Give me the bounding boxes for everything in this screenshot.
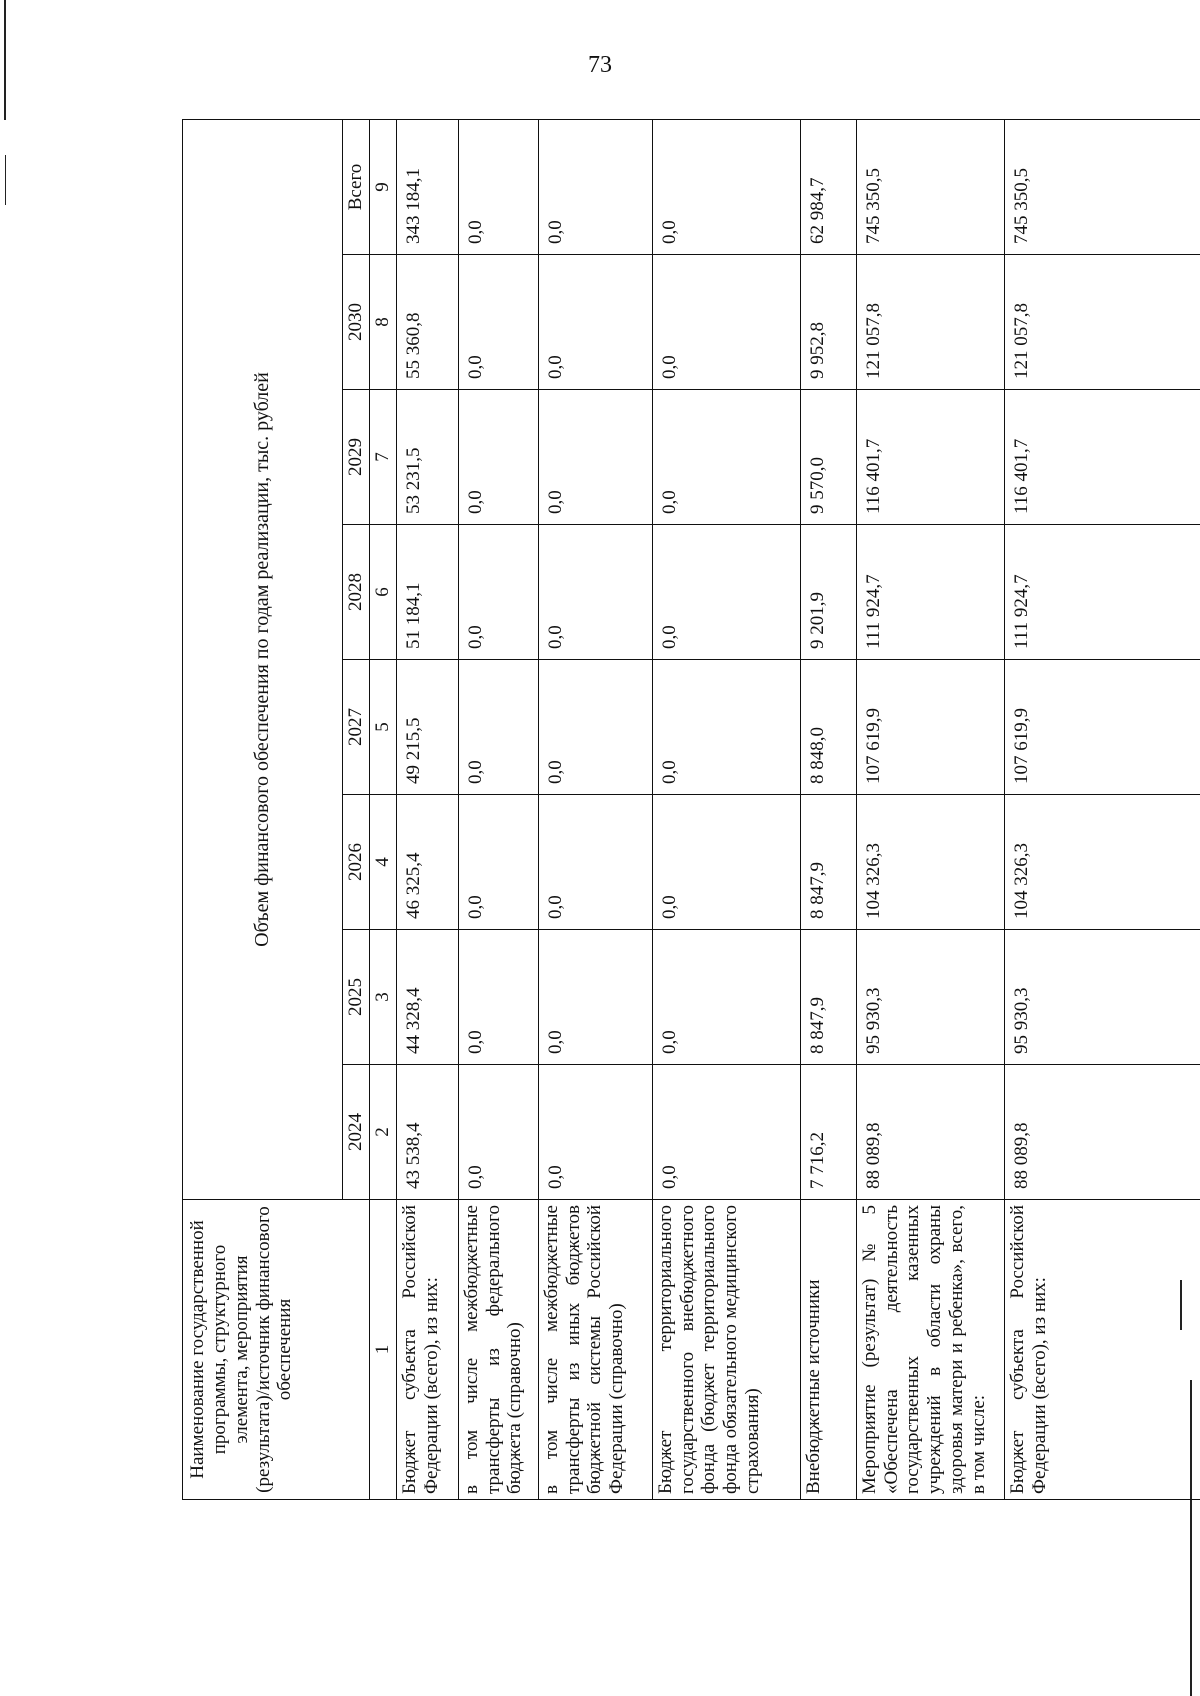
value-cell: 44 328,4 <box>396 930 458 1065</box>
row-label-cell: в том числе межбюджетные трансферты из федерального бюджета (справочно) <box>458 1200 538 1500</box>
value-cell: 121 057,8 <box>856 255 1004 390</box>
table-row <box>458 119 538 1499</box>
value-cell: 0,0 <box>538 525 652 660</box>
column-number-cell: 9 <box>369 119 396 254</box>
value-cell: 0,0 <box>538 255 652 390</box>
column-number-cell: 5 <box>369 660 396 795</box>
value-cell: 43 538,4 <box>396 1065 458 1200</box>
column-number-cell: 7 <box>369 390 396 525</box>
value-cell: 0,0 <box>538 119 652 254</box>
row-label-cell: Бюджет субъекта Российской Федерации (всего), из них: <box>396 1200 458 1500</box>
header-name-cell: Наименование государственной программы, структурного элемента, мероприятия (результата)/источник финансового обеспечения <box>183 1200 370 1500</box>
column-number-cell: 4 <box>369 795 396 930</box>
header-volume-cell: Объем финансового обеспечения по годам реализации, тыс. рублей <box>183 119 343 1199</box>
value-cell: 116 401,7 <box>856 390 1004 525</box>
column-number-cell: 3 <box>369 930 396 1065</box>
header-year-cell: 2030 <box>343 255 370 390</box>
value-cell: 0,0 <box>652 119 800 254</box>
value-cell: 7 716,2 <box>800 1065 856 1200</box>
value-cell: 116 401,7 <box>1004 390 1200 525</box>
value-cell: 0,0 <box>538 390 652 525</box>
value-cell: 104 326,3 <box>1004 795 1200 930</box>
value-cell: 0,0 <box>652 390 800 525</box>
row-label-cell: Бюджет субъекта Российской Федерации (всего), из них: <box>1004 1200 1200 1500</box>
value-cell: 0,0 <box>538 1065 652 1200</box>
value-cell: 107 619,9 <box>1004 660 1200 795</box>
value-cell: 745 350,5 <box>1004 119 1200 254</box>
value-cell: 95 930,3 <box>856 930 1004 1065</box>
header-year-cell: 2027 <box>343 660 370 795</box>
row-label-cell: в том числе межбюджетные трансферты из иных бюджетов бюджетной системы Российской Федерации (справочно) <box>538 1200 652 1500</box>
value-cell: 0,0 <box>652 795 800 930</box>
value-cell: 0,0 <box>458 660 538 795</box>
value-cell: 0,0 <box>458 525 538 660</box>
header-year-cell: 2026 <box>343 795 370 930</box>
value-cell: 0,0 <box>458 255 538 390</box>
value-cell: 0,0 <box>652 1065 800 1200</box>
column-number-cell: 8 <box>369 255 396 390</box>
value-cell: 62 984,7 <box>800 119 856 254</box>
column-number-cell: 2 <box>369 1065 396 1200</box>
value-cell: 0,0 <box>652 930 800 1065</box>
value-cell: 53 231,5 <box>396 390 458 525</box>
value-cell: 0,0 <box>538 930 652 1065</box>
value-cell: 55 360,8 <box>396 255 458 390</box>
value-cell: 51 184,1 <box>396 525 458 660</box>
value-cell: 0,0 <box>538 660 652 795</box>
row-label-cell: Мероприятие (результат) № 5 «Обеспечена деятельность государственных казенных учреждений в области охраны здоровья матери и ребенка», всего, в том числе: <box>856 1200 1004 1500</box>
value-cell: 121 057,8 <box>1004 255 1200 390</box>
value-cell: 9 570,0 <box>800 390 856 525</box>
value-cell: 8 847,9 <box>800 930 856 1065</box>
value-cell: 9 952,8 <box>800 255 856 390</box>
value-cell: 0,0 <box>458 390 538 525</box>
page-number: 73 <box>588 52 612 78</box>
table-row <box>396 119 458 1499</box>
rotated-table-container <box>182 120 1200 1500</box>
scan-edge-line <box>4 0 6 120</box>
table-row <box>652 119 800 1499</box>
value-cell: 46 325,4 <box>396 795 458 930</box>
value-cell: 0,0 <box>652 255 800 390</box>
value-cell: 0,0 <box>652 660 800 795</box>
value-cell: 0,0 <box>458 1065 538 1200</box>
value-cell: 0,0 <box>458 795 538 930</box>
header-year-cell: 2025 <box>343 930 370 1065</box>
value-cell: 8 847,9 <box>800 795 856 930</box>
value-cell: 107 619,9 <box>856 660 1004 795</box>
value-cell: 745 350,5 <box>856 119 1004 254</box>
header-year-cell: 2028 <box>343 525 370 660</box>
row-label-cell: Бюджет территориального государственного внебюджетного фонда (бюджет территориального фонда обязательного медицинского страхования) <box>652 1200 800 1500</box>
header-total-cell: Всего <box>343 119 370 254</box>
value-cell: 0,0 <box>652 525 800 660</box>
value-cell: 343 184,1 <box>396 119 458 254</box>
financing-table <box>182 119 1200 1500</box>
table-row <box>538 119 652 1499</box>
value-cell: 111 924,7 <box>856 525 1004 660</box>
value-cell: 0,0 <box>458 930 538 1065</box>
value-cell: 95 930,3 <box>1004 930 1200 1065</box>
scan-edge-mark <box>5 155 6 205</box>
value-cell: 88 089,8 <box>1004 1065 1200 1200</box>
value-cell: 9 201,9 <box>800 525 856 660</box>
value-cell: 8 848,0 <box>800 660 856 795</box>
header-year-cell: 2024 <box>343 1065 370 1200</box>
table-row <box>800 119 856 1499</box>
value-cell: 0,0 <box>458 119 538 254</box>
row-label-cell: Внебюджетные источники <box>800 1200 856 1500</box>
value-cell: 111 924,7 <box>1004 525 1200 660</box>
header-year-cell: 2029 <box>343 390 370 525</box>
value-cell: 49 215,5 <box>396 660 458 795</box>
table-row <box>856 119 1004 1499</box>
value-cell: 104 326,3 <box>856 795 1004 930</box>
value-cell: 0,0 <box>538 795 652 930</box>
column-number-cell: 6 <box>369 525 396 660</box>
value-cell: 88 089,8 <box>856 1065 1004 1200</box>
column-number-cell: 1 <box>369 1200 396 1500</box>
table-row <box>1004 119 1200 1499</box>
